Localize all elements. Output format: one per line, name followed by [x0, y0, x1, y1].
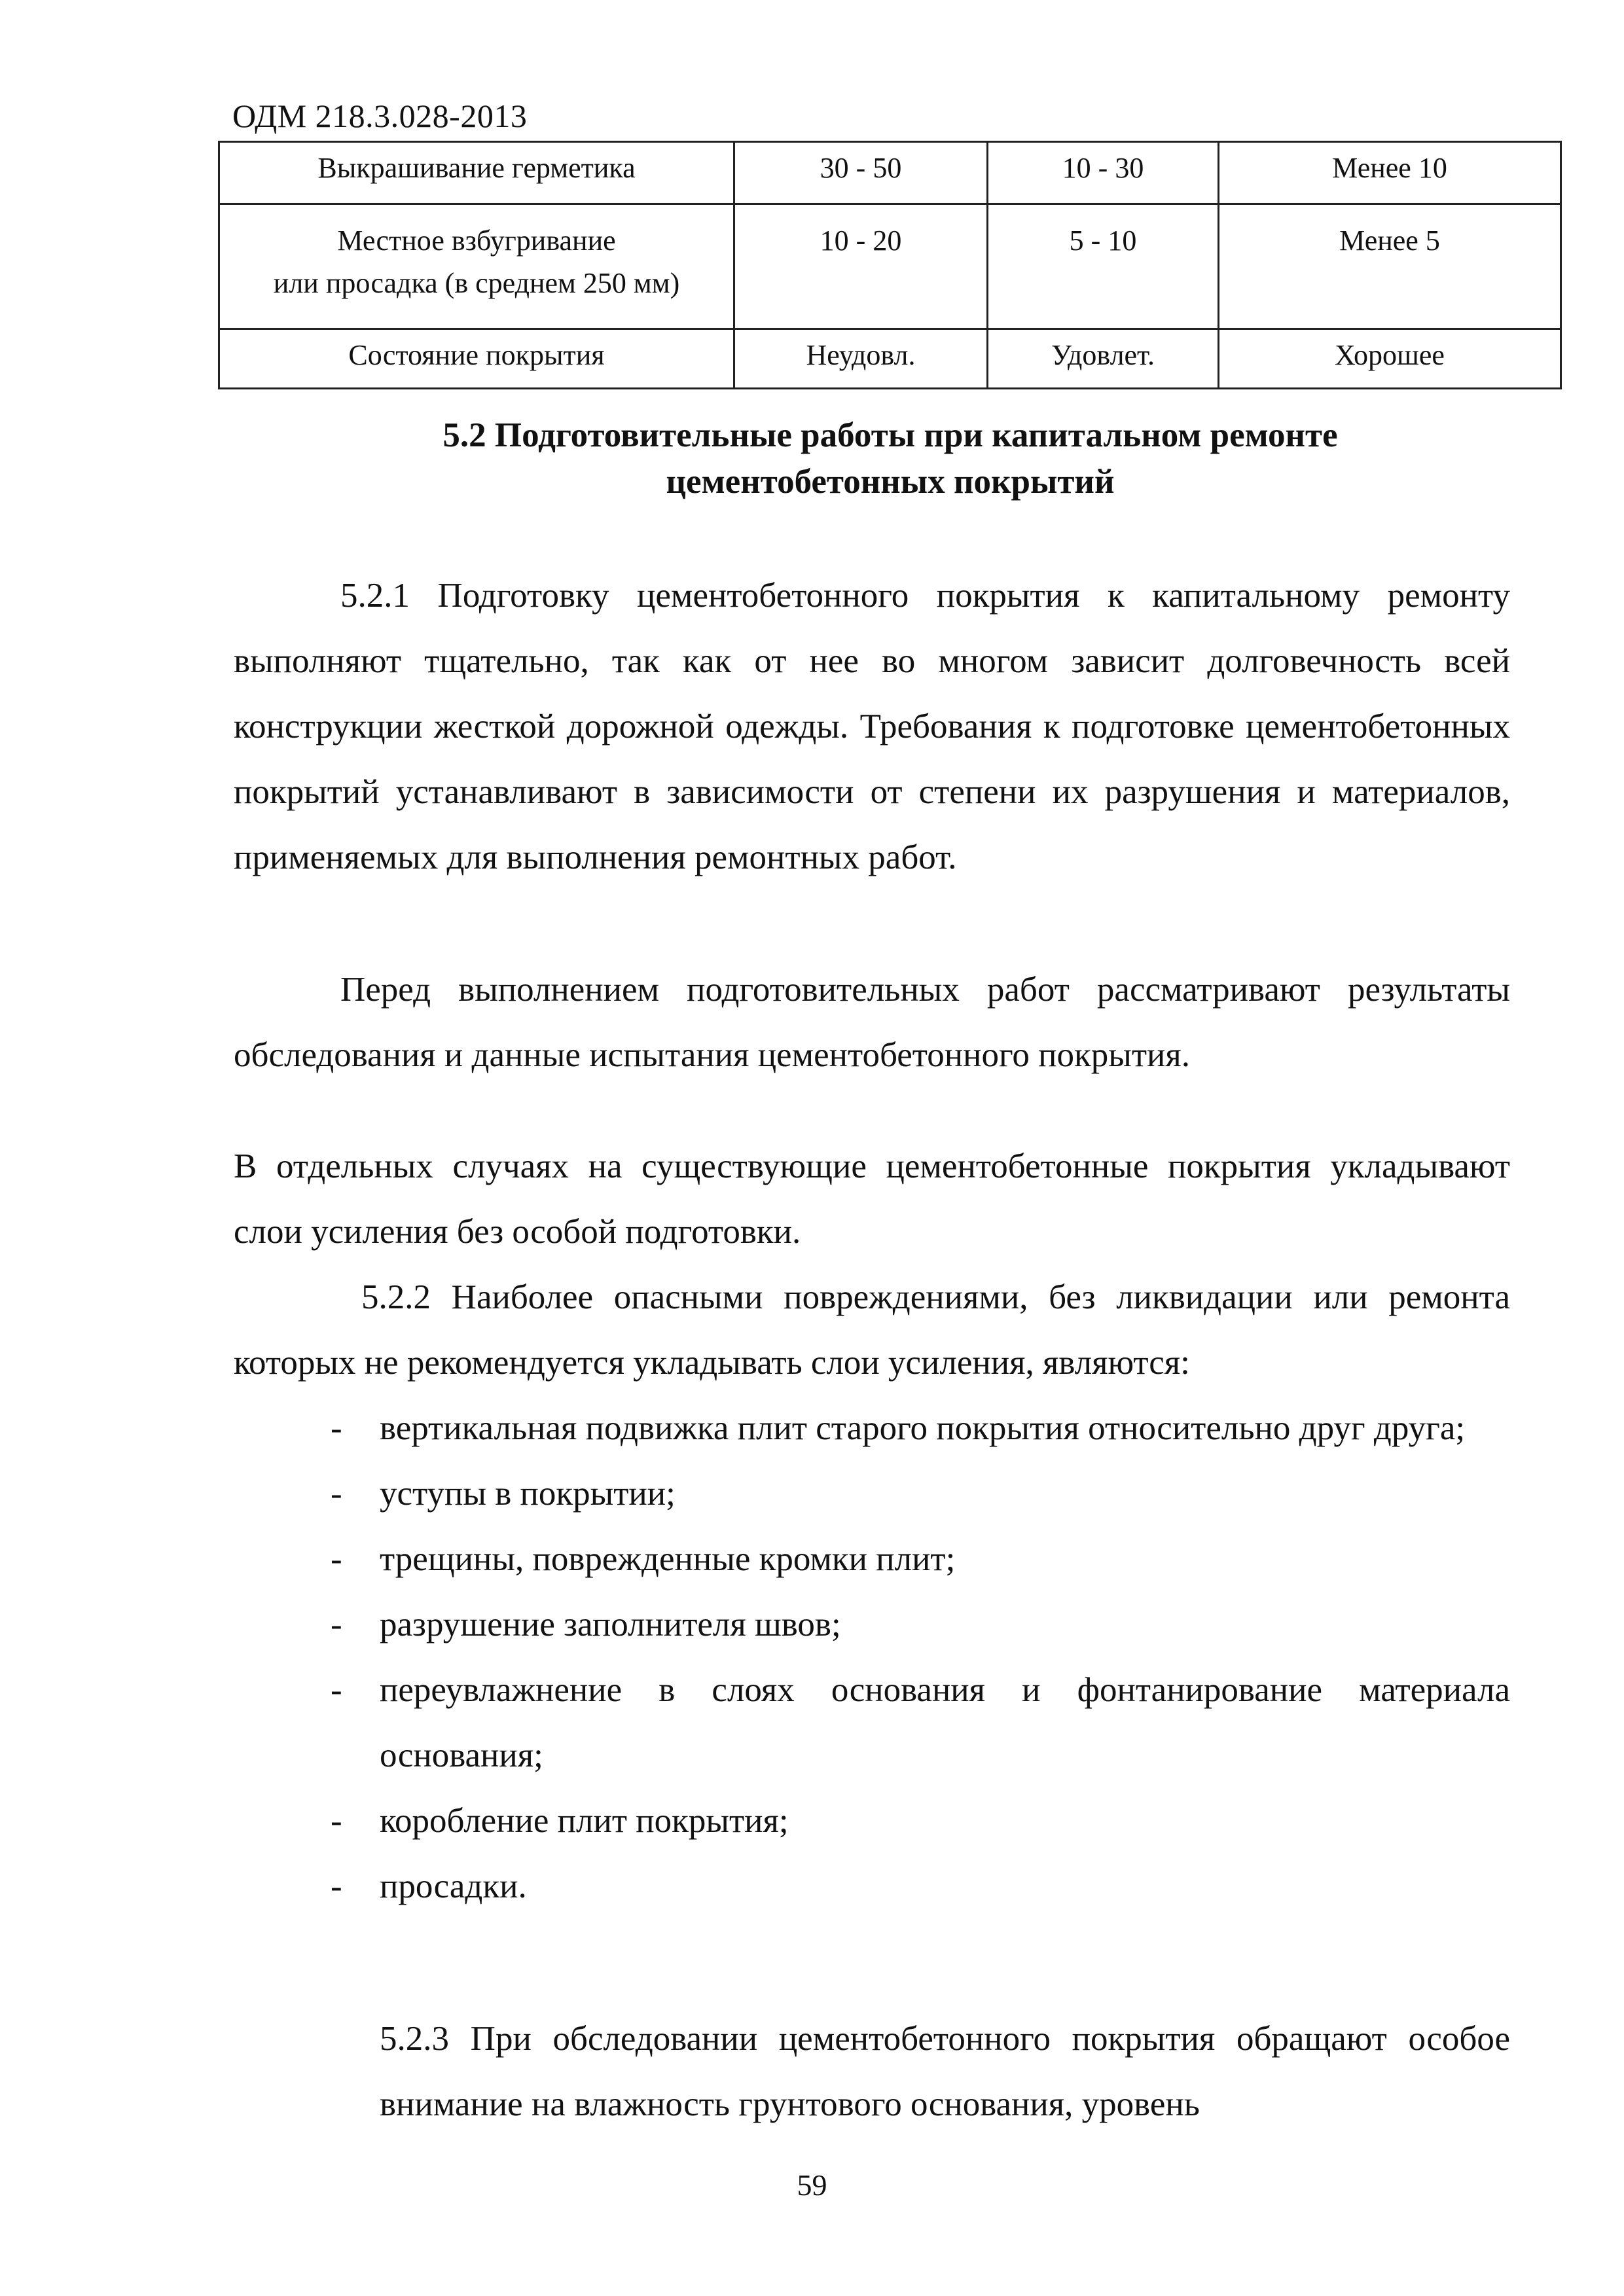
list-dash: -: [331, 1867, 342, 1905]
table-row: [219, 329, 1561, 389]
table-cell: Неудовл.: [734, 329, 988, 389]
list-dash: -: [331, 1540, 342, 1578]
table-cell-label-line: или просадка (в среднем 250 мм): [273, 267, 680, 299]
document-code-header: ОДМ 218.3.028-2013: [232, 98, 528, 134]
table-cell: Хорошее: [1219, 329, 1561, 389]
section-title-line: цементобетонных покрытий: [666, 463, 1115, 501]
list-item: [234, 1526, 1510, 1592]
table-cell-label: Состояние покрытия: [219, 329, 734, 389]
table-cell: Менее 10: [1219, 142, 1561, 204]
list-item-text: вертикальная подвижка плит старого покрытия относительно друг друга;: [380, 1409, 1466, 1447]
damage-list: [234, 1395, 1510, 1919]
page-number: 59: [797, 2168, 827, 2202]
list-item-text: разрушение заполнителя швов;: [380, 1605, 841, 1643]
list-item-text: трещины, поврежденные кромки плит;: [380, 1540, 956, 1578]
list-item: [234, 1788, 1510, 1854]
table-cell: 5 - 10: [988, 204, 1219, 329]
list-item: [234, 1461, 1510, 1526]
list-item-text: уступы в покрытии;: [380, 1475, 676, 1513]
list-dash: -: [331, 1409, 342, 1447]
condition-table: [218, 141, 1562, 389]
table-row: [219, 204, 1561, 329]
paragraph-special-cases: В отдельных случаях на существующие цементобетонные покрытия укладывают слои усиления без особой подготовки.: [234, 1147, 1510, 1251]
list-dash: -: [331, 1605, 342, 1643]
section-title-line: 5.2 Подготовительные работы при капитальном ремонте: [442, 416, 1338, 454]
table-cell: Менее 5: [1219, 204, 1561, 329]
table-cell-label: Выкрашивание герметика: [219, 142, 734, 204]
list-dash: -: [331, 1671, 342, 1709]
table-cell: 30 - 50: [734, 142, 988, 204]
list-item: [234, 1854, 1510, 1919]
paragraph-5-2-3: 5.2.3 При обследовании цементобетонного покрытия обращают особое внимание на влажность грунтового основания, уровень: [380, 2020, 1510, 2123]
table-cell: 10 - 20: [734, 204, 988, 329]
list-item-text: коробление плит покрытия;: [380, 1802, 789, 1840]
list-item-text: просадки.: [380, 1867, 527, 1905]
list-dash: -: [331, 1475, 342, 1513]
paragraph-preliminary: Перед выполнением подготовительных работ рассматривают результаты обследования и данные испытания цементобетонного покрытия.: [234, 971, 1510, 1074]
list-dash: -: [331, 1802, 342, 1840]
paragraph-5-2-1: 5.2.1 Подготовку цементобетонного покрытия к капитальному ремонту выполняют тщательно, так как от нее во многом зависит долговечность всей конструкции жесткой дорожной одежды. Требования к подготовке цементобетонных покрытий устанавливают в зависимости от степени их разрушения и материалов, применяемых для выполнения ремонтных работ.: [234, 577, 1510, 876]
list-item: [234, 1592, 1510, 1657]
table-cell-label: [219, 204, 734, 329]
table-cell: Удовлет.: [988, 329, 1219, 389]
table-row: [219, 142, 1561, 204]
list-item-text: переувлажнение в слоях основания и фонтанирование материала основания;: [380, 1671, 1510, 1774]
section-title: [216, 412, 1564, 505]
list-item: [234, 1395, 1510, 1461]
paragraph-5-2-2: 5.2.2 Наиболее опасными повреждениями, без ликвидации или ремонта которых не рекомендуется укладывать слои усиления, являются:: [234, 1278, 1510, 1382]
table-cell: 10 - 30: [988, 142, 1219, 204]
list-item: [234, 1657, 1510, 1788]
table-cell-label-line: Местное взбугривание: [337, 224, 616, 257]
